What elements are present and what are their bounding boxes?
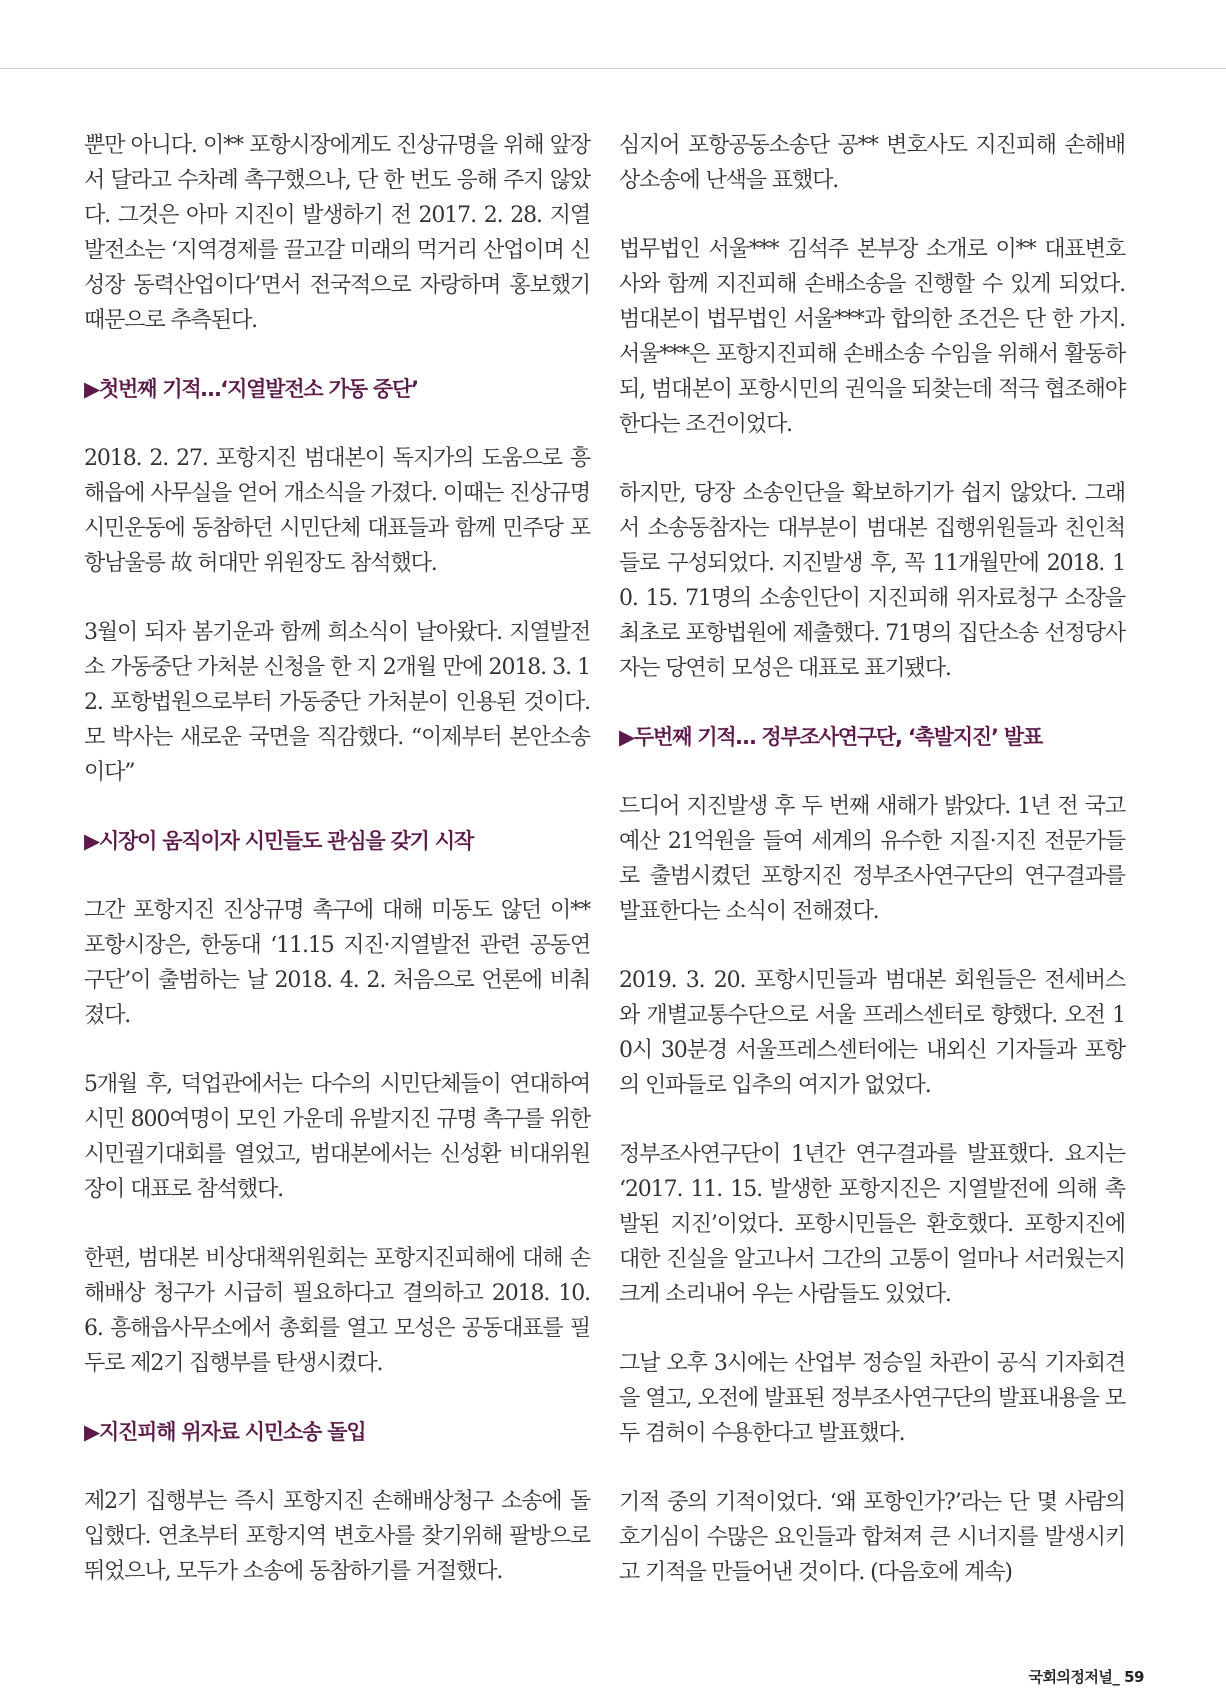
paragraph: 하지만, 당장 소송인단을 확보하기가 쉽지 않았다. 그래서 소송동참자는 대부분이 범대본 집행위원들과 친인척들로 구성되었다. 지진발생 후, 꼭 11개월만에 2018. 10. 15. 71명의 소송인단이 지진피해 위자료청구 소장을 최초로 포항법원에 제출했다. 71명의 집단소송 선정당사자는 당연히 모성은 대표로 표기됐다. (619, 481, 1125, 681)
paragraph: 2019. 3. 20. 포항시민들과 범대본 회원들은 전세버스와 개별교통수단으로 서울 프레스센터로 향했다. 오전 10시 30분경 서울프레스센터에는 내외신 기자들과 포항의 인파들로 입추의 여지가 없었다. (619, 968, 1125, 1098)
paragraph: 그간 포항지진 진상규명 촉구에 대해 미동도 않던 이** 포항시장은, 한동대 ‘11.15 지진·지열발전 관련 공동연구단’이 출범하는 날 2018. 4. 2. 처음으로 언론에 비춰졌다. (84, 898, 590, 1028)
paragraph: 제2기 집행부는 즉시 포항지진 손해배상청구 소송에 돌입했다. 연초부터 포항지역 변호사를 찾기위해 팔방으로 뛰었으나, 모두가 소송에 동참하기를 거절했다. (84, 1489, 590, 1584)
right-column (619, 128, 1125, 1624)
section-heading: ▶시장이 움직이자 시민들도 관심을 갖기 시작 (84, 829, 474, 853)
header-rule (0, 68, 1226, 69)
paragraph: 뿐만 아니다. 이** 포항시장에게도 진상규명을 위해 앞장서 달라고 수차례 촉구했으나, 단 한 번도 응해 주지 않았다. 그것은 아마 지진이 발생하기 전 2017. 2. 28. 지열발전소는 ‘지역경제를 끌고갈 미래의 먹거리 산업이며 신성장 동력산업이다’면서 전국적으로 자랑하며 홍보했기 때문으로 추측된다. (84, 133, 590, 333)
section-heading: ▶지진피해 위자료 시민소송 돌입 (84, 1420, 366, 1444)
paragraph: 3월이 되자 봄기운과 함께 희소식이 날아왔다. 지열발전소 가동중단 가처분 신청을 한 지 2개월 만에 2018. 3. 12. 포항법원으로부터 가동중단 가처분이 인용된 것이다. 모 박사는 새로운 국면을 직감했다. “이제부터 본안소송이다” (84, 620, 590, 785)
paragraph: 드디어 지진발생 후 두 번째 새해가 밝았다. 1년 전 국고예산 21억원을 들여 세계의 유수한 지질·지진 전문가들로 출범시켰던 포항지진 정부조사연구단의 연구결과를 발표한다는 소식이 전해졌다. (619, 794, 1125, 924)
paragraph: 심지어 포항공동소송단 공** 변호사도 지진피해 손해배상소송에 난색을 표했다. (619, 133, 1125, 193)
paragraph: 2018. 2. 27. 포항지진 범대본이 독지가의 도움으로 흥해읍에 사무실을 얻어 개소식을 가졌다. 이때는 진상규명 시민운동에 동참하던 시민단체 대표들과 함께 민주당 포항남울릉 故 허대만 위원장도 참석했다. (84, 446, 590, 576)
section-heading: ▶두번째 기적… 정부조사연구단, ‘촉발지진’ 발표 (619, 725, 1043, 749)
paragraph: 기적 중의 기적이었다. ‘왜 포항인가?’라는 단 몇 사람의 호기심이 수많은 요인들과 합쳐져 큰 시너지를 발생시키고 기적을 만들어낸 것이다. (다음호에 계속) (619, 1490, 1125, 1585)
section-heading: ▶첫번째 기적…‘지열발전소 가동 중단’ (84, 377, 418, 401)
paragraph: 한편, 범대본 비상대책위원회는 포항지진피해에 대해 손해배상 청구가 시급히 필요하다고 결의하고 2018. 10. 6. 흥해읍사무소에서 총회를 열고 모성은 공동대표를 필두로 제2기 집행부를 탄생시켰다. (84, 1246, 590, 1376)
paragraph: 법무법인 서울*** 김석주 본부장 소개로 이** 대표변호사와 함께 지진피해 손배소송을 진행할 수 있게 되었다. 범대본이 법무법인 서울***과 합의한 조건은 단 한 가지. 서울***은 포항지진피해 손배소송 수임을 위해서 활동하되, 범대본이 포항시민의 권익을 되찾는데 적극 협조해야 한다는 조건이었다. (619, 237, 1125, 437)
left-column (84, 128, 590, 1623)
page-footer: 국회의정저널_ 59 (1028, 1668, 1144, 1686)
paragraph: 그날 오후 3시에는 산업부 정승일 차관이 공식 기자회견을 열고, 오전에 발표된 정부조사연구단의 발표내용을 모두 겸허이 수용한다고 발표했다. (619, 1351, 1125, 1446)
paragraph: 정부조사연구단이 1년간 연구결과를 발표했다. 요지는 ‘2017. 11. 15. 발생한 포항지진은 지열발전에 의해 촉발된 지진’이었다. 포항시민들은 환호했다. 포항지진에 대한 진실을 알고나서 그간의 고통이 얼마나 서러웠는지 크게 소리내어 우는 사람들도 있었다. (619, 1142, 1125, 1307)
paragraph: 5개월 후, 덕업관에서는 다수의 시민단체들이 연대하여 시민 800여명이 모인 가운데 유발지진 규명 촉구를 위한 시민궐기대회를 열었고, 범대본에서는 신성환 비대위원장이 대표로 참석했다. (84, 1072, 590, 1202)
